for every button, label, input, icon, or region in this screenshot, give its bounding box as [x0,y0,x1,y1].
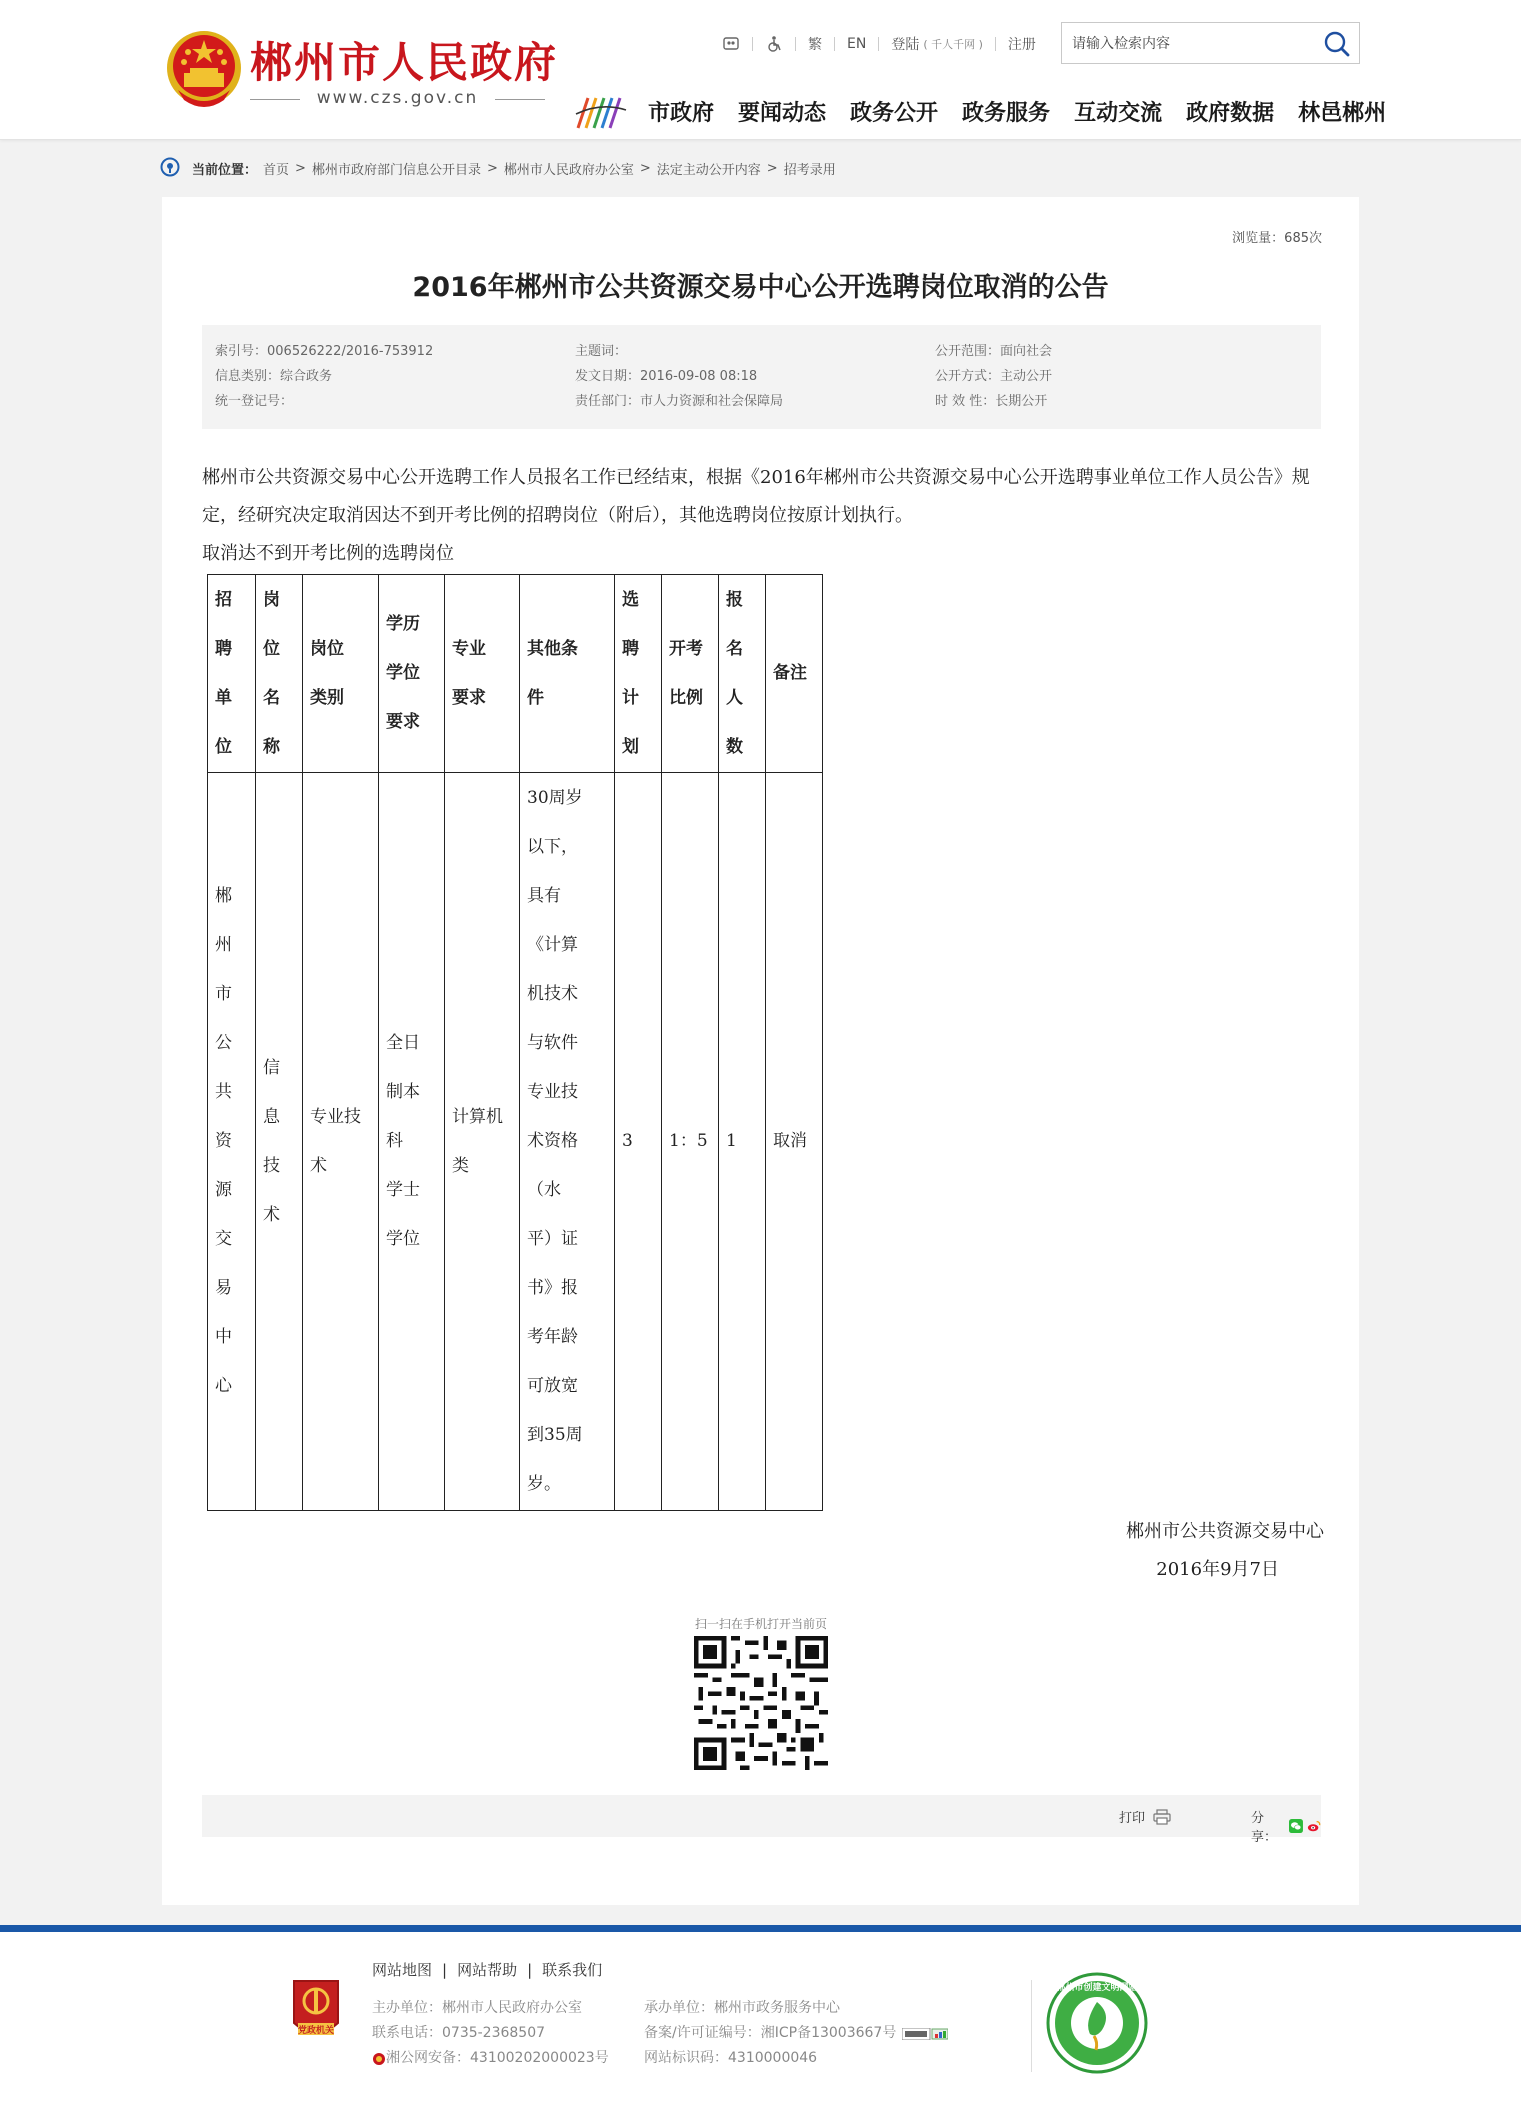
meta-validity: 时 效 性：长期公开 [935,394,1048,409]
footer-icp-line [644,2021,948,2046]
cell-ratio: 1：5 [662,773,719,1511]
breadcrumb [160,158,836,178]
cell-unit: 郴 州 市 公 共 资 源 交 易 中 心 [208,773,256,1511]
breadcrumb-separator: > [766,160,778,176]
share-group [1251,1807,1321,1845]
login-note: ( 千人千网 ) [923,38,983,51]
meta-date: 发文日期：2016-09-08 08:18 [575,369,758,384]
footer-divider [1031,1980,1032,2072]
nav-item-government-affairs[interactable]: 政务公开 [850,101,939,126]
article-meta [202,325,1321,429]
cell-major: 计算机 类 [445,773,520,1511]
cell-applicants: 1 [719,773,766,1511]
wechat-icon[interactable] [1289,1818,1303,1834]
footer-link-help[interactable]: 网站帮助 [457,1961,518,1979]
main-nav [648,96,1386,127]
breadcrumb-label: 当前位置： [192,162,258,178]
english-link[interactable]: EN [847,36,867,52]
weibo-icon[interactable] [1307,1818,1321,1834]
view-count: 浏览量：685次 [1232,231,1322,246]
traditional-chinese-link[interactable]: 繁 [808,37,822,53]
footer-undertaker: 承办单位：郴州市政务服务中心 [644,2000,840,2016]
article-panel [162,197,1359,1905]
police-badge-icon [372,2052,386,2066]
article-subheading: 取消达不到开考比例的选聘岗位 [202,543,454,564]
footer-icp[interactable]: 备案/许可证编号：湘ICP备13003667号 [644,2025,897,2041]
meta-method: 公开方式：主动公开 [935,369,1053,384]
article-title: 2016年郴州市公共资源交易中心公开选聘岗位取消的公告 [412,272,1109,303]
footer-police-line [372,2046,609,2071]
meta-info-type: 信息类别：综合政务 [215,369,333,384]
footer-link-contact[interactable]: 联系我们 [542,1961,603,1979]
meta-reg-no: 统一登记号： [215,394,294,409]
nav-item-gov-data[interactable]: 政府数据 [1186,101,1275,126]
wheelchair-icon[interactable] [765,35,783,53]
site-header [0,0,1521,140]
search-box [1061,22,1360,64]
breadcrumb-dept-catalog[interactable]: 郴州市政府部门信息公开目录 [311,162,481,178]
breadcrumb-office[interactable]: 郴州市人民政府办公室 [503,162,634,178]
site-url: www.czs.gov.cn [250,88,545,108]
cell-education: 全日 制本 科 学士 学位 [379,773,445,1511]
qr-caption: 扫一扫在手机打开当前页 [694,1617,827,1631]
accessibility-mode-icon[interactable] [722,35,740,53]
share-label: 分享： [1251,1811,1278,1845]
breadcrumb-statutory[interactable]: 法定主动公开内容 [656,162,761,178]
nav-item-linyi-chenzhou[interactable]: 林邑郴州 [1298,101,1387,126]
cell-other-conditions: 30周岁 以下， 具有 《计算 机技术 与软件 专业技 术资格 （水 平）证 书》报 考年龄 可放宽 到35周 岁。 [520,773,615,1511]
breadcrumb-separator: > [639,160,651,176]
site-footer [0,1925,1521,2106]
nav-item-city-government[interactable]: 市政府 [648,101,715,126]
table-header-row: 招 聘 单 位 岗 位 名 称 岗位 类别 学历 学位 要求 专业 要求 其他条 件 选 聘 计 划 开考 比例 报 名 人 数 备注 [208,575,823,773]
cell-position: 信 息 技 术 [256,773,303,1511]
printer-icon [1153,1809,1171,1825]
share-bar [202,1795,1321,1845]
qr-code-icon [694,1636,828,1770]
signature-org: 郴州市公共资源交易中心 [1126,1521,1324,1542]
site-title[interactable]: 郴州市人民政府 [250,38,559,87]
nav-item-news[interactable]: 要闻动态 [738,101,827,126]
footer-link-sitemap[interactable]: 网站地图 [372,1961,433,1979]
footer-police[interactable]: 湘公网安备：43100202000023号 [386,2050,609,2066]
footer-info-left [372,1996,609,2071]
cell-category: 专业技 术 [303,773,379,1511]
cnzz-stat-icon[interactable] [902,2028,948,2040]
top-links [722,34,1036,54]
footer-phone: 联系电话：0735-2368507 [372,2025,546,2041]
nav-item-services[interactable]: 政务服务 [962,101,1051,126]
national-emblem-icon[interactable] [164,28,244,112]
article-body [202,459,1324,573]
breadcrumb-recruitment[interactable]: 招考录用 [783,162,836,178]
cancelled-positions-table [207,574,823,1511]
breadcrumb-separator: > [486,160,498,176]
cell-plan: 3 [615,773,662,1511]
breadcrumb-separator: > [295,160,306,176]
meta-index-no: 索引号：006526222/2016-753912 [215,344,434,359]
signature-date: 2016年9月7日 [1156,1559,1279,1580]
table-row [208,773,823,1511]
article-paragraph: 郴州市公共资源交易中心公开选聘工作人员报名工作已经结束，根据《2016年郴州市公共资源交易中心公开选聘事业单位工作人员公告》规定，经研究决定取消因达不到开考比例的招聘岗位（附后），其他选聘岗位按原计划执行。 [202,467,1310,526]
footer-info-right [644,1996,948,2071]
svg-text:党政机关: 党政机关 [297,2026,335,2036]
register-link[interactable]: 注册 [1007,37,1036,53]
civilized-badge-text: 郴州市创建文明网站 [1056,1983,1138,1993]
nav-item-interaction[interactable]: 互动交流 [1074,101,1163,126]
location-pin-icon [160,157,180,179]
meta-scope: 公开范围：面向社会 [935,344,1053,359]
login-link[interactable]: 登陆 [891,37,920,53]
print-label: 打印 [1119,1811,1146,1826]
print-button[interactable] [1119,1807,1171,1826]
meta-keywords: 主题词： [575,344,628,359]
party-government-badge-icon[interactable] [288,1977,344,2045]
meta-dept: 责任部门：市人力资源和社会保障局 [575,394,784,409]
footer-site-id: 网站标识码：4310000046 [644,2050,818,2066]
footer-links: 网站地图 | 网站帮助 | 联系我们 [372,1961,603,1979]
search-input[interactable] [1072,33,1312,55]
search-icon[interactable] [1323,30,1351,58]
city-logo-icon [574,92,628,132]
breadcrumb-home[interactable]: 首页 [263,162,290,178]
cell-remark: 取消 [766,773,823,1511]
footer-host: 主办单位：郴州市人民政府办公室 [372,2000,582,2016]
civilized-website-badge-icon[interactable] [1046,1972,1148,2074]
